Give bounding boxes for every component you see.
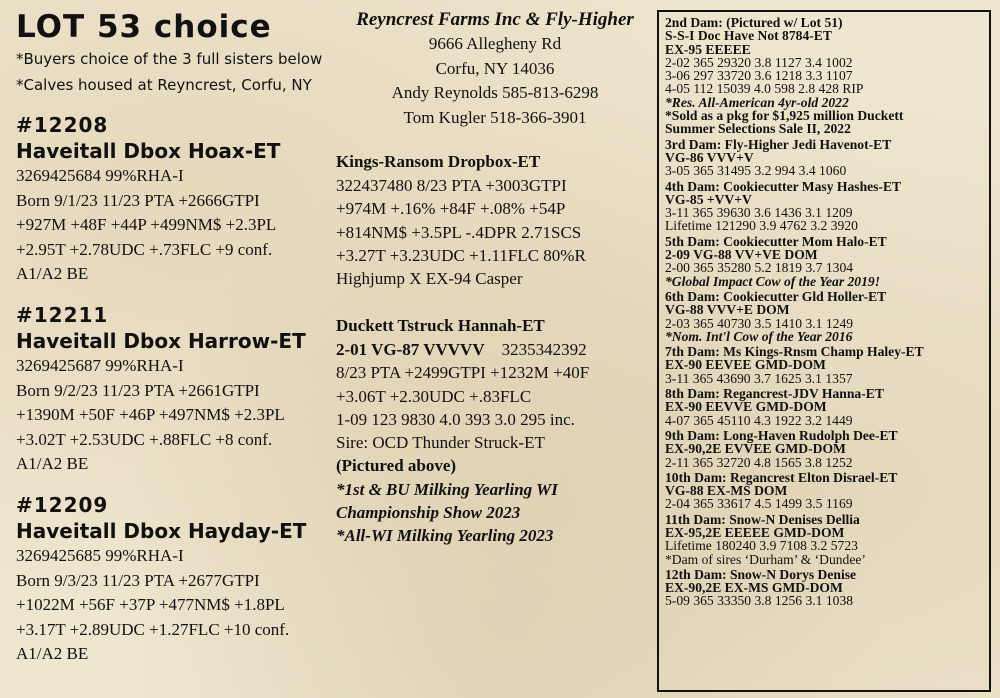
sire-line: +974M +.16% +84F +.08% +54P (336, 199, 566, 219)
dam-heading: 4th Dam: Cookiecutter Masy Hashes-ET (665, 178, 902, 194)
dam-line: 8/23 PTA +2499GTPI +1232M +40F (336, 363, 590, 383)
dam-heading: 10th Dam: Regancrest Elton Disrael-ET (665, 469, 898, 485)
dam-classification: 2-01 VG-87 VVVVV (336, 340, 485, 359)
sire-line: 322437480 8/23 PTA +3003GTPI (336, 176, 567, 195)
dam-heading: 12th Dam: Snow-N Dorys Denise (665, 566, 857, 582)
pedigree-dam-entry (665, 345, 983, 385)
consignor-contact: Andy Reynolds 585-813-6298 (391, 83, 599, 103)
dam-detail: 3-06 297 33720 3.6 1218 3.3 1107 (665, 68, 853, 84)
dam-heading: 6th Dam: Cookiecutter Gld Holler-ET (665, 288, 887, 304)
dam-heading: 3rd Dam: Fly-Higher Jedi Havenot-ET (665, 136, 892, 152)
calf-proofs: +1390M +50F +46P +497NM$ +2.3PL (16, 405, 285, 424)
dam-detail: EX-95,2E EEEEE GMD-DOM (665, 524, 845, 540)
calf-born: Born 9/1/23 11/23 PTA +2666GTPI (16, 190, 260, 210)
lot-column (16, 8, 336, 663)
consignor-city: Corfu, NY 14036 (435, 58, 555, 78)
dam-heading: 7th Dam: Ms Kings-Rnsm Champ Haley-ET (665, 344, 924, 360)
calf-genotype: A1/A2 BE (16, 264, 89, 283)
calf-born: Born 9/2/23 11/23 PTA +2661GTPI (16, 380, 260, 400)
dam-detail: 3-11 365 43690 3.7 1625 3.1 1357 (665, 370, 853, 386)
sire-line: +814NM$ +3.5PL -.4DPR 2.71SCS (336, 222, 582, 242)
calf-proofs: +927M +48F +44P +499NM$ +2.3PL (16, 215, 277, 234)
dam-detail: 2-11 365 32720 4.8 1565 3.8 1252 (665, 454, 853, 470)
dam-detail: 3-05 365 31495 3.2 994 3.4 1060 (665, 163, 847, 179)
dam-detail: EX-90,2E EX-MS GMD-DOM (665, 580, 843, 596)
pedigree-dam-entry (665, 16, 983, 136)
dam-detail: *Sold as a pkg for $1,925 million Duckett (665, 108, 904, 124)
dam-sire: Sire: OCD Thunder Struck-ET (336, 433, 545, 453)
calf-proofs: +2.95T +2.78UDC +.73FLC +9 conf. (16, 239, 273, 259)
calf-number: #12208 (16, 113, 109, 137)
dam-detail: 3-11 365 39630 3.6 1436 3.1 1209 (665, 205, 853, 221)
calf-proofs: +3.02T +2.53UDC +.88FLC +8 conf. (16, 429, 273, 449)
dam-name: Duckett Tstruck Hannah-ET (336, 316, 545, 335)
calf-reg: 3269425685 99%RHA-I (16, 546, 184, 565)
dam-line: 1-09 123 9830 4.0 393 3.0 295 inc. (336, 409, 575, 429)
dam-detail: 2-00 365 35280 5.2 1819 3.7 1304 (665, 260, 854, 276)
sire-name: Kings-Ransom Dropbox-ET (336, 152, 541, 171)
dam-detail: EX-95 EEEEE (665, 41, 751, 57)
dam-heading: 5th Dam: Cookiecutter Mom Halo-ET (665, 233, 887, 249)
calf-born: Born 9/3/23 11/23 PTA +2677GTPI (16, 570, 260, 590)
pedigree-dam-entry (665, 235, 983, 288)
dam-pictured-note: (Pictured above) (336, 456, 457, 476)
dam-detail: Lifetime 180240 3.9 7108 3.2 5723 (665, 538, 858, 554)
dam-detail: Summer Selections Sale II, 2022 (665, 121, 851, 137)
consignor-column (336, 8, 654, 546)
dam-detail: 2-03 365 40730 3.5 1410 3.1 1249 (665, 315, 854, 331)
calf-entry-12211 (16, 302, 346, 477)
housing-note: *Calves housed at Reyncrest, Corfu, NY (16, 76, 312, 94)
calf-reg: 3269425687 99%RHA-I (16, 356, 184, 375)
calf-number: #12211 (16, 303, 109, 327)
dam-detail: *Res. All-American 4yr-old 2022 (665, 94, 849, 110)
dam-detail: VG-85 +VV+V (665, 191, 752, 207)
dam-heading: 2nd Dam: (Pictured w/ Lot 51) (665, 15, 843, 30)
sire-section (336, 150, 654, 290)
calf-genotype: A1/A2 BE (16, 644, 89, 663)
pedigree-box (657, 10, 991, 692)
calf-proofs: +1022M +56F +37P +477NM$ +1.8PL (16, 595, 285, 614)
dam-section (336, 314, 654, 548)
lot-title: LOT 53 choice (16, 9, 272, 45)
dam-detail: *Nom. Int'l Cow of the Year 2016 (665, 328, 853, 344)
calf-entry-12209 (16, 492, 346, 667)
pedigree-dam-entry (665, 180, 983, 233)
consignor-name: Reyncrest Farms Inc & Fly-Higher (356, 9, 634, 30)
pedigree-dam-entry (665, 513, 983, 566)
sire-line: +3.27T +3.23UDC +1.11FLC 80%R (336, 245, 586, 265)
calf-name: Haveitall Dbox Harrow-ET (16, 329, 306, 353)
pedigree-dam-entry (665, 387, 983, 427)
dam-detail: EX-90 EEVEE GMD-DOM (665, 357, 826, 373)
pedigree-dam-entry (665, 471, 983, 511)
dam-registration: 3235342392 (501, 340, 587, 359)
dam-detail: VG-86 VVV+V (665, 149, 754, 165)
calf-name: Haveitall Dbox Hayday-ET (16, 519, 307, 543)
buyers-choice-note: *Buyers choice of the 3 full sisters below (16, 50, 323, 68)
dam-detail: 2-02 365 29320 3.8 1127 3.4 1002 (665, 54, 853, 70)
pedigree-dam-entry (665, 290, 983, 343)
pedigree-dam-entry (665, 138, 983, 178)
dam-heading: 9th Dam: Long-Haven Rudolph Dee-ET (665, 427, 898, 443)
consignor-address: 9666 Allegheny Rd (428, 34, 562, 54)
pedigree-dam-entry (665, 568, 983, 608)
dam-detail: 2-09 VG-88 VV+VE DOM (665, 247, 818, 263)
calf-genotype: A1/A2 BE (16, 454, 89, 473)
sire-pedigree: Highjump X EX-94 Casper (336, 269, 523, 289)
dam-detail: S-S-I Doc Have Not 8784-ET (665, 28, 832, 44)
dam-detail: Lifetime 121290 3.9 4762 3.2 3920 (665, 218, 858, 234)
dam-detail: 2-04 365 33617 4.5 1499 3.5 1169 (665, 496, 853, 512)
pedigree-dam-entry (665, 429, 983, 469)
dam-detail: VG-88 EX-MS DOM (665, 483, 788, 499)
dam-detail: 5-09 365 33350 3.8 1256 3.1 1038 (665, 593, 854, 609)
calf-name: Haveitall Dbox Hoax-ET (16, 139, 281, 163)
calf-reg: 3269425684 99%RHA-I (16, 166, 184, 185)
dam-detail: 4-05 112 15039 4.0 598 2.8 428 RIP (665, 81, 864, 97)
dam-line: +3.06T +2.30UDC +.83FLC (336, 386, 532, 406)
dam-detail: EX-90,2E EVVEE GMD-DOM (665, 441, 846, 457)
dam-honor: Championship Show 2023 (336, 503, 521, 523)
dam-honor: *1st & BU Milking Yearling WI (336, 479, 558, 499)
dam-heading: 11th Dam: Snow-N Denises Dellia (665, 511, 860, 527)
dam-honor: *All-WI Milking Yearling 2023 (336, 526, 554, 546)
dam-detail: *Global Impact Cow of the Year 2019! (665, 273, 880, 289)
calf-proofs: +3.17T +2.89UDC +1.27FLC +10 conf. (16, 619, 290, 639)
dam-detail: 4-07 365 45110 4.3 1922 3.2 1449 (665, 412, 853, 428)
calf-number: #12209 (16, 493, 109, 517)
dam-detail: *Dam of sires ‘Durham’ & ‘Dundee’ (665, 551, 866, 567)
dam-heading: 8th Dam: Regancrest-JDV Hanna-ET (665, 386, 884, 402)
dam-detail: VG-88 VVV+E DOM (665, 302, 790, 318)
consignor-contact: Tom Kugler 518-366-3901 (403, 107, 587, 127)
calf-entry-12208 (16, 112, 346, 287)
dam-detail: EX-90 EEVVE GMD-DOM (665, 399, 827, 415)
